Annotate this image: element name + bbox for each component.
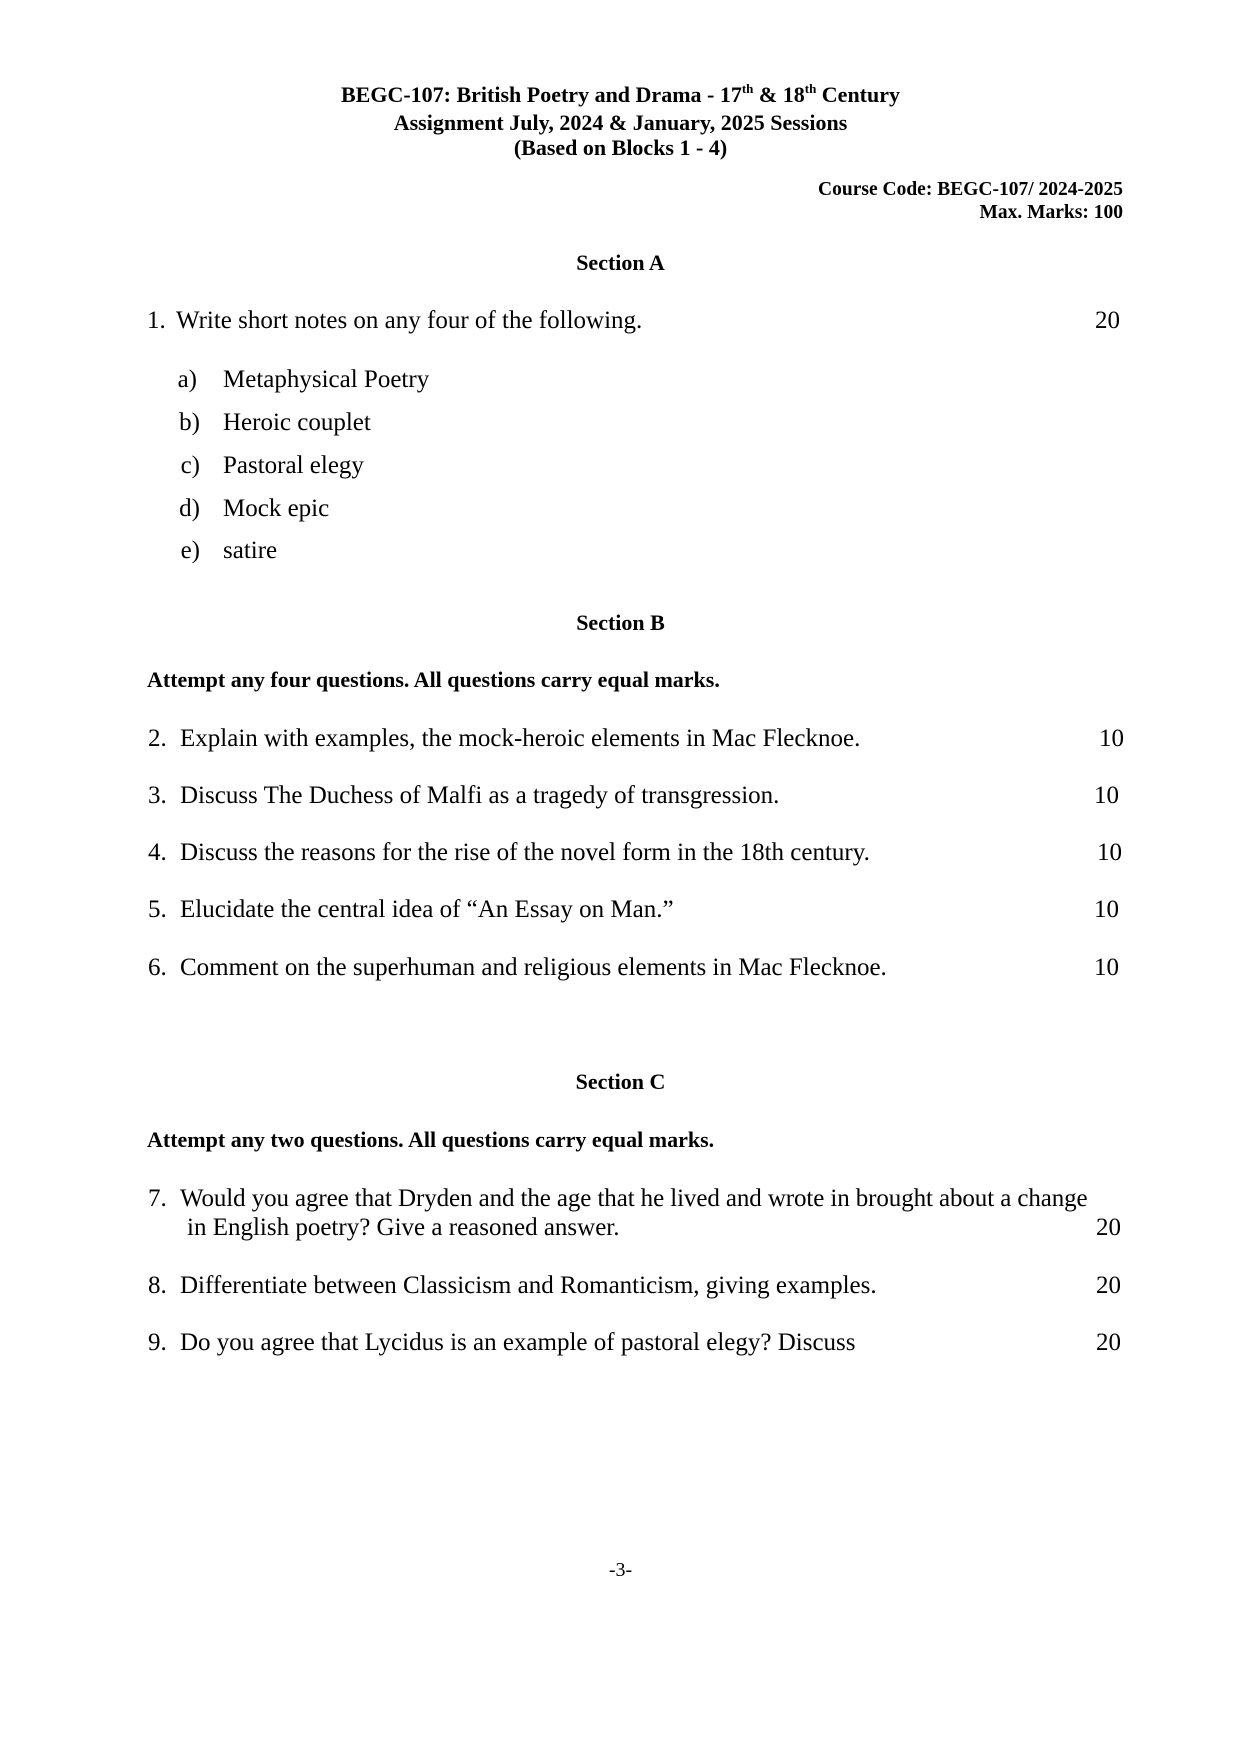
question-text: Discuss The Duchess of Malfi as a tragedy of transgression. [180, 782, 780, 809]
question-marks: 10 [1097, 839, 1122, 866]
question-marks: 10 [1094, 954, 1119, 981]
title-text-part: BEGC-107: British Poetry and Drama - 17 [340, 82, 742, 107]
question-3 [0, 783, 1241, 811]
question-number: 6. [148, 954, 167, 981]
item-text: Pastoral elegy [223, 452, 364, 479]
title-text-part: & 18 [753, 82, 805, 107]
section-a-heading: Section A [576, 250, 665, 275]
question-text: Do you agree that Lycidus is an example of pastoral elegy? Discuss [180, 1329, 856, 1356]
question-number: 8. [148, 1272, 167, 1299]
item-letter: c) [180, 452, 200, 479]
question-number: 1. [147, 307, 166, 334]
list-item [0, 453, 1241, 481]
question-text: Explain with examples, the mock-heroic elements in Mac Flecknoe. [180, 725, 861, 752]
question-1 [0, 308, 1241, 336]
question-marks: 20 [1096, 1329, 1121, 1356]
question-marks: 10 [1094, 782, 1119, 809]
item-letter: d) [179, 495, 200, 522]
item-letter: a) [177, 366, 197, 393]
question-text: Discuss the reasons for the rise of the novel form in the 18th century. [180, 839, 870, 866]
question-5 [0, 897, 1241, 925]
item-letter: b) [179, 409, 200, 436]
question-marks: 10 [1099, 725, 1124, 752]
question-marks: 20 [1095, 307, 1120, 334]
document-title-line3: (Based on Blocks 1 - 4) [513, 135, 728, 160]
question-9 [0, 1330, 1241, 1358]
question-marks: 20 [1096, 1214, 1121, 1241]
item-text: Heroic couplet [223, 409, 371, 436]
page-number: -3- [608, 1559, 633, 1581]
question-7 [0, 1186, 1241, 1246]
item-text: satire [223, 537, 278, 564]
question-6 [0, 955, 1241, 983]
question-text: Elucidate the central idea of “An Essay on Man.” [180, 896, 674, 923]
title-text-part: Century [816, 82, 901, 107]
question-8 [0, 1273, 1241, 1301]
question-marks: 20 [1096, 1272, 1121, 1299]
max-marks: Max. Marks: 100 [979, 202, 1123, 223]
question-text: Differentiate between Classicism and Romanticism, giving examples. [180, 1272, 877, 1299]
section-c-instruction: Attempt any two questions. All questions carry equal marks. [147, 1127, 715, 1152]
question-text-line2: in English poetry? Give a reasoned answer. [187, 1214, 620, 1241]
list-item [0, 367, 1241, 395]
question-number: 2. [148, 725, 167, 752]
question-number: 9. [148, 1329, 167, 1356]
question-text-line1: Would you agree that Dryden and the age that he lived and wrote in brought about a change [180, 1185, 1088, 1212]
item-letter: e) [180, 537, 200, 564]
document-title-line2: Assignment July, 2024 & January, 2025 Sessions [393, 110, 848, 135]
document-title-line1 [0, 81, 1241, 107]
question-2 [0, 726, 1241, 754]
question-text: Comment on the superhuman and religious elements in Mac Flecknoe. [180, 954, 887, 981]
question-4 [0, 840, 1241, 868]
superscript: th [804, 81, 817, 96]
question-number: 5. [148, 896, 167, 923]
list-item [0, 410, 1241, 438]
question-marks: 10 [1094, 896, 1119, 923]
question-number: 3. [148, 782, 167, 809]
item-text: Metaphysical Poetry [223, 366, 430, 393]
section-c-heading: Section C [575, 1069, 666, 1094]
section-b-instruction: Attempt any four questions. All questions carry equal marks. [147, 667, 720, 692]
item-text: Mock epic [223, 495, 330, 522]
superscript: th [741, 81, 754, 96]
question-number: 7. [148, 1185, 167, 1212]
question-text: Write short notes on any four of the following. [176, 307, 643, 334]
course-code: Course Code: BEGC-107/ 2024-2025 [818, 179, 1123, 200]
list-item [0, 496, 1241, 524]
list-item [0, 538, 1241, 566]
question-number: 4. [148, 839, 167, 866]
section-b-heading: Section B [576, 610, 665, 635]
